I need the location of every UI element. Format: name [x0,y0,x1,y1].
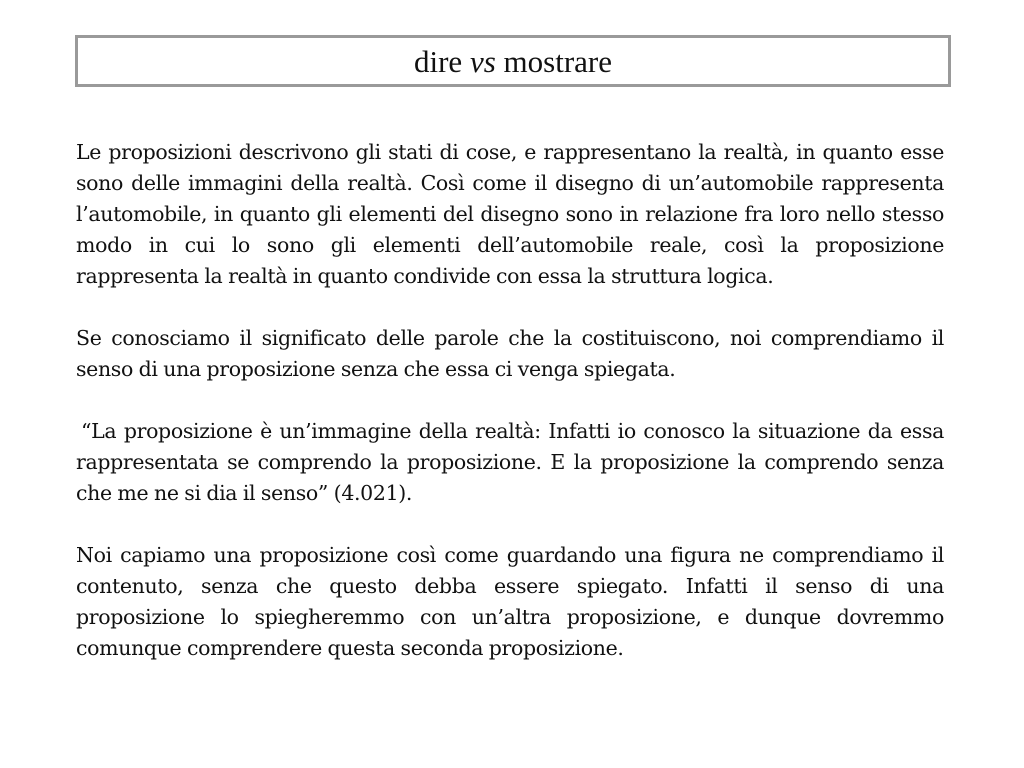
paragraph-4: Noi capiamo una proposizione così come guardando una figura ne comprendiamo il contenuto, senza che questo debba essere spiegato. Infatti il senso di una proposizione lo spiegheremmo con un’altra proposizione, e dunque dovremmo comunque comprendere questa seconda proposizione. [76,543,944,660]
title-part-mostrare: mostrare [495,43,612,79]
title-part-vs: vs [469,43,496,79]
paragraph-spacer [76,385,944,416]
page-title [414,43,612,79]
body-text [76,137,944,664]
paragraph-2: Se conosciamo il significato delle parole che la costituiscono, noi comprendiamo il senso di una proposizione senza che essa ci venga spiegata. [76,326,944,381]
paragraph-spacer [76,292,944,323]
paragraph-3-quote: “La proposizione è un’immagine della realtà: Infatti io conosco la situazione da essa rappresentata se comprendo la proposizione. E la proposizione la comprendo senza che me ne si dia il senso” (4.021). [76,419,944,505]
paragraph-spacer [76,509,944,540]
title-box [75,35,951,87]
title-part-dire: dire [414,43,470,79]
paragraph-1: Le proposizioni descrivono gli stati di cose, e rappresentano la realtà, in quanto esse sono delle immagini della realtà. Così come il disegno di un’automobile rappresenta l’automobile, in quanto gli elementi del disegno sono in relazione fra loro nello stesso modo in cui lo sono gli elementi dell’automobile reale, così la proposizione rappresenta la realtà in quanto condivide con essa la struttura logica. [76,140,944,288]
